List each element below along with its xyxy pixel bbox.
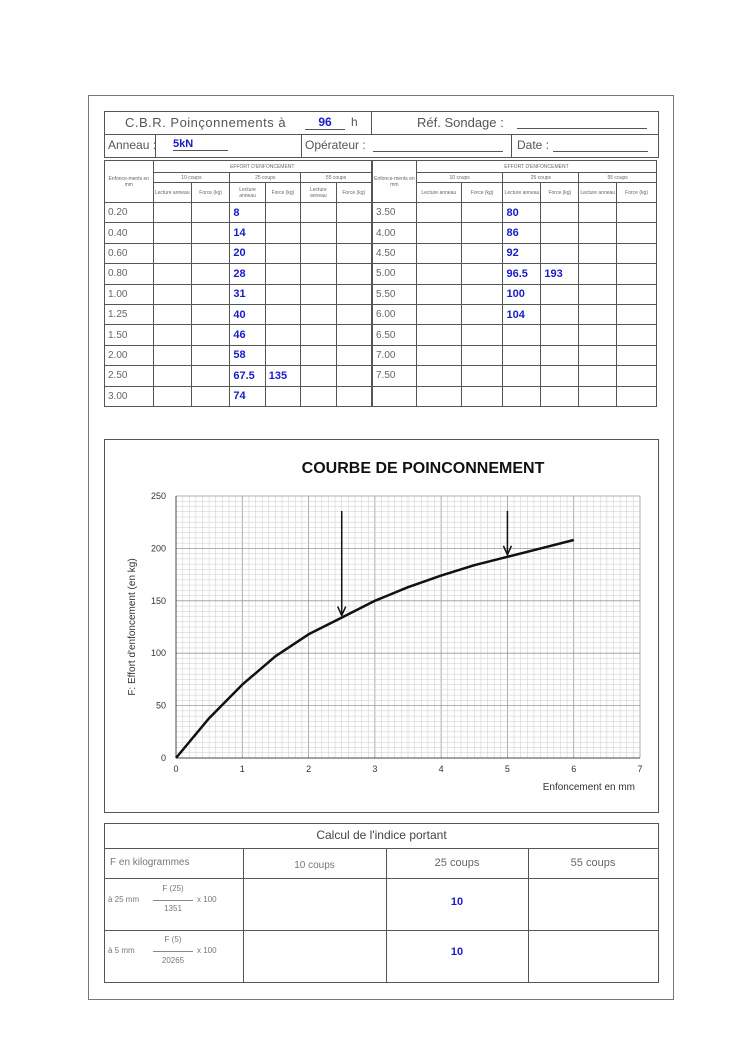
ring-value[interactable]: 5kN — [173, 138, 228, 151]
cell-10-force[interactable] — [461, 264, 503, 284]
cell-10-force[interactable] — [191, 366, 229, 386]
cell-10-reading[interactable] — [416, 325, 461, 345]
x-tick-label: 4 — [438, 764, 444, 774]
cell-25-force[interactable] — [541, 243, 579, 263]
y-tick-label: 0 — [160, 753, 166, 763]
depth-cell — [373, 386, 417, 406]
cell-55-reading[interactable] — [301, 366, 336, 386]
cell-55-force[interactable] — [336, 203, 371, 223]
cell-10-reading[interactable] — [153, 264, 191, 284]
cell-55-force[interactable] — [336, 366, 371, 386]
sub-reading-header: Lecture anneau — [416, 183, 461, 203]
cell-55-force[interactable] — [617, 243, 657, 263]
cell-10-reading[interactable] — [416, 366, 461, 386]
cell-25-reading[interactable]: 100 — [503, 284, 541, 304]
table-row — [105, 386, 372, 406]
hours-value[interactable]: 96 — [305, 115, 345, 130]
y-tick-label: 50 — [155, 700, 166, 711]
cell-10-force[interactable] — [191, 223, 229, 243]
cell-55-reading[interactable] — [579, 304, 617, 324]
cell-25-force[interactable]: 135 — [265, 366, 300, 386]
cell-55-force[interactable] — [336, 243, 371, 263]
cell-10-reading[interactable] — [416, 264, 461, 284]
cell-10-force[interactable] — [461, 284, 503, 304]
table-row — [373, 203, 657, 223]
cell-10-reading[interactable] — [416, 345, 461, 365]
sub-force-header: Force (kg) — [617, 183, 657, 203]
cell-25-force[interactable] — [541, 284, 579, 304]
cell-25-force[interactable] — [265, 345, 300, 365]
y-tick-label: 200 — [150, 543, 166, 554]
cell-55-force[interactable] — [336, 325, 371, 345]
table-row — [105, 366, 372, 386]
sub-reading-header: Lecture anneau — [230, 183, 265, 203]
cell-10-reading[interactable] — [153, 366, 191, 386]
cell-10-reading[interactable] — [153, 386, 191, 406]
table-row — [105, 264, 372, 284]
table-row — [373, 304, 657, 324]
depth-cell: 4.50 — [373, 243, 417, 263]
cell-55-reading[interactable] — [301, 386, 336, 406]
formula-mult-5: x 100 — [197, 946, 217, 955]
cell-55-force[interactable] — [336, 345, 371, 365]
ref-field[interactable] — [517, 128, 647, 129]
cell-10-force[interactable] — [191, 386, 229, 406]
cell-25-force[interactable] — [265, 304, 300, 324]
formula-mult-25: x 100 — [197, 895, 217, 904]
cell-25-reading[interactable]: 104 — [503, 304, 541, 324]
blows-header: 55 coups — [579, 173, 657, 183]
cell-25-reading[interactable]: 28 — [230, 264, 265, 284]
cell-55-reading[interactable] — [579, 325, 617, 345]
effort-header: EFFORT D'ENFONCEMENT — [153, 161, 371, 173]
cell-25-force[interactable] — [541, 366, 579, 386]
header-block — [104, 111, 659, 158]
depth-cell: 2.00 — [105, 345, 154, 365]
blows-header: 10 coups — [153, 173, 230, 183]
table-row — [373, 243, 657, 263]
cell-25-force[interactable] — [541, 325, 579, 345]
sub-reading-header: Lecture anneau — [153, 183, 191, 203]
cell-10-reading[interactable] — [153, 284, 191, 304]
cell-10-reading[interactable] — [153, 304, 191, 324]
table-row — [105, 223, 372, 243]
cell-25-reading[interactable] — [503, 325, 541, 345]
cell-10-reading[interactable] — [416, 284, 461, 304]
cell-10-force[interactable] — [461, 366, 503, 386]
depth-cell: 5.50 — [373, 284, 417, 304]
cell-55-reading[interactable] — [301, 325, 336, 345]
depth-cell: 1.25 — [105, 304, 154, 324]
cell-25-reading[interactable]: 8 — [230, 203, 265, 223]
formula-at-5: à 5 mm — [108, 946, 135, 955]
cell-10-force[interactable] — [461, 386, 503, 406]
cell-10-reading[interactable] — [416, 203, 461, 223]
blows-header: 10 coups — [416, 173, 503, 183]
cell-55-force[interactable] — [336, 264, 371, 284]
chart-frame — [104, 439, 659, 813]
cell-25-force[interactable]: 193 — [541, 264, 579, 284]
sub-force-header: Force (kg) — [541, 183, 579, 203]
cbr-25mm-25coups[interactable]: 10 — [450, 896, 464, 908]
ring-label: Anneau : — [108, 138, 157, 152]
cell-55-force[interactable] — [336, 223, 371, 243]
formula-den-5: 20265 — [161, 956, 185, 965]
depth-cell: 3.00 — [105, 386, 154, 406]
cell-25-force[interactable] — [265, 223, 300, 243]
cell-55-reading[interactable] — [301, 304, 336, 324]
cell-55-force[interactable] — [617, 325, 657, 345]
ref-label: Réf. Sondage : — [417, 115, 504, 130]
cell-25-reading[interactable] — [503, 386, 541, 406]
cell-25-reading[interactable]: 92 — [503, 243, 541, 263]
depth-cell: 0.60 — [105, 243, 154, 263]
sub-force-header: Force (kg) — [191, 183, 229, 203]
hours-unit: h — [351, 115, 358, 129]
cell-25-force[interactable] — [265, 325, 300, 345]
cell-55-reading[interactable] — [301, 203, 336, 223]
cell-55-reading[interactable] — [301, 223, 336, 243]
blows-header: 25 coups — [230, 173, 301, 183]
depth-header: Enfonce-ments en mm — [105, 161, 154, 203]
chart-title: COURBE DE POINCONNEMENT — [301, 460, 545, 477]
cell-25-reading[interactable]: 96.5 — [503, 264, 541, 284]
cell-25-force[interactable] — [265, 243, 300, 263]
cell-55-force[interactable] — [617, 345, 657, 365]
cell-25-reading[interactable]: 14 — [230, 223, 265, 243]
formula-num-5: F (5) — [164, 935, 182, 944]
cell-25-force[interactable] — [265, 284, 300, 304]
depth-cell: 7.50 — [373, 366, 417, 386]
sub-force-header: Force (kg) — [336, 183, 371, 203]
cell-55-reading[interactable] — [301, 345, 336, 365]
cell-55-reading[interactable] — [301, 284, 336, 304]
table-row — [105, 325, 372, 345]
depth-cell: 6.00 — [373, 304, 417, 324]
cell-25-reading[interactable]: 20 — [230, 243, 265, 263]
cell-55-force[interactable] — [617, 284, 657, 304]
sub-reading-header: Lecture anneau — [301, 183, 336, 203]
cell-10-force[interactable] — [191, 203, 229, 223]
cbr-5mm-25coups[interactable]: 10 — [450, 946, 464, 958]
cell-25-reading[interactable] — [503, 345, 541, 365]
calc-col-55: 55 coups — [570, 857, 616, 869]
formula-den-25: 1351 — [164, 904, 182, 913]
cell-10-force[interactable] — [191, 264, 229, 284]
cell-55-reading[interactable] — [579, 345, 617, 365]
cell-10-force[interactable] — [191, 284, 229, 304]
table-row — [105, 304, 372, 324]
table-row — [373, 345, 657, 365]
table-row — [105, 345, 372, 365]
cell-55-force[interactable] — [617, 223, 657, 243]
x-tick-label: 2 — [306, 764, 312, 774]
cell-10-reading[interactable] — [153, 243, 191, 263]
cell-10-force[interactable] — [191, 304, 229, 324]
depth-cell: 1.50 — [105, 325, 154, 345]
cell-55-reading[interactable] — [301, 243, 336, 263]
y-tick-label: 150 — [150, 595, 166, 606]
cell-55-reading[interactable] — [579, 284, 617, 304]
cell-25-force[interactable] — [265, 264, 300, 284]
table-row — [373, 264, 657, 284]
cell-10-force[interactable] — [461, 304, 503, 324]
sub-force-header: Force (kg) — [265, 183, 300, 203]
depth-cell: 3.50 — [373, 203, 417, 223]
cell-25-force[interactable] — [265, 386, 300, 406]
operator-field[interactable] — [373, 151, 503, 152]
cell-55-force[interactable] — [336, 386, 371, 406]
cell-25-reading[interactable]: 86 — [503, 223, 541, 243]
table-row — [373, 325, 657, 345]
cell-10-reading[interactable] — [416, 304, 461, 324]
cell-10-reading[interactable] — [153, 203, 191, 223]
cell-10-reading[interactable] — [153, 345, 191, 365]
cell-10-reading[interactable] — [153, 325, 191, 345]
y-tick-label: 250 — [150, 491, 166, 501]
cell-25-reading[interactable]: 67.5 — [230, 366, 265, 386]
depth-cell: 1.00 — [105, 284, 154, 304]
depth-cell: 5.00 — [373, 264, 417, 284]
cell-10-reading[interactable] — [153, 223, 191, 243]
table-row — [105, 284, 372, 304]
cbr-form-sheet — [88, 95, 674, 1000]
calc-col0: F en kilogrammes — [110, 857, 190, 868]
depth-cell: 0.20 — [105, 203, 154, 223]
depth-cell: 6.50 — [373, 325, 417, 345]
cell-55-force[interactable] — [336, 284, 371, 304]
x-tick-label: 0 — [173, 764, 179, 774]
cell-55-force[interactable] — [617, 386, 657, 406]
date-field[interactable] — [553, 151, 648, 152]
blows-header: 25 coups — [503, 173, 579, 183]
cell-55-reading[interactable] — [579, 203, 617, 223]
cell-55-force[interactable] — [617, 304, 657, 324]
blows-header: 55 coups — [301, 173, 372, 183]
y-axis-label: F: Effort d'enfoncement (en kg) — [127, 558, 138, 696]
depth-header: Enfonce-ments en mm — [373, 161, 417, 203]
cell-10-reading[interactable] — [416, 386, 461, 406]
cell-55-force[interactable] — [617, 264, 657, 284]
cell-25-force[interactable] — [541, 304, 579, 324]
title-prefix: C.B.R. Poinçonnements à — [125, 115, 287, 130]
penetration-chart — [105, 440, 658, 812]
effort-header: EFFORT D'ENFONCEMENT — [416, 161, 656, 173]
formula-num-25: F (25) — [162, 884, 184, 893]
cell-55-reading[interactable] — [579, 366, 617, 386]
depth-cell: 4.00 — [373, 223, 417, 243]
cell-10-force[interactable] — [461, 203, 503, 223]
cell-25-force[interactable] — [541, 223, 579, 243]
depth-cell: 0.80 — [105, 264, 154, 284]
cell-55-force[interactable] — [336, 304, 371, 324]
depth-cell: 0.40 — [105, 223, 154, 243]
cell-25-force[interactable] — [541, 203, 579, 223]
cell-10-force[interactable] — [191, 243, 229, 263]
y-tick-label: 100 — [150, 648, 166, 659]
cell-25-reading[interactable]: 74 — [230, 386, 265, 406]
depth-cell: 7.00 — [373, 345, 417, 365]
cell-10-force[interactable] — [461, 345, 503, 365]
cell-25-reading[interactable]: 31 — [230, 284, 265, 304]
cell-55-reading[interactable] — [579, 243, 617, 263]
cell-25-reading[interactable]: 40 — [230, 304, 265, 324]
date-label: Date : — [517, 138, 550, 152]
x-axis-label: Enfoncement en mm — [542, 782, 635, 793]
table-row — [373, 386, 657, 406]
cell-10-force[interactable] — [461, 243, 503, 263]
cell-10-force[interactable] — [461, 223, 503, 243]
x-tick-label: 7 — [637, 764, 643, 774]
cell-10-force[interactable] — [191, 345, 229, 365]
calc-col-10: 10 coups — [294, 860, 335, 871]
table-row — [373, 223, 657, 243]
cell-25-force[interactable] — [541, 386, 579, 406]
sub-force-header: Force (kg) — [461, 183, 503, 203]
cell-55-reading[interactable] — [579, 223, 617, 243]
table-row — [105, 243, 372, 263]
cell-25-reading[interactable]: 80 — [503, 203, 541, 223]
table-row — [105, 203, 372, 223]
cell-55-force[interactable] — [617, 203, 657, 223]
cell-25-reading[interactable]: 58 — [230, 345, 265, 365]
cell-25-force[interactable] — [265, 203, 300, 223]
table-row — [373, 366, 657, 386]
cell-10-force[interactable] — [191, 325, 229, 345]
formula-at-25: à 25 mm — [108, 895, 140, 904]
penetration-table-left — [104, 160, 372, 407]
x-tick-label: 5 — [504, 764, 510, 774]
cell-55-reading[interactable] — [579, 264, 617, 284]
x-tick-label: 6 — [571, 764, 577, 774]
cell-55-reading[interactable] — [301, 264, 336, 284]
cell-55-reading[interactable] — [579, 386, 617, 406]
x-tick-label: 3 — [372, 764, 378, 774]
x-tick-label: 1 — [239, 764, 245, 774]
cell-25-force[interactable] — [541, 345, 579, 365]
cell-25-reading[interactable]: 46 — [230, 325, 265, 345]
calc-title: Calcul de l'indice portant — [316, 828, 447, 842]
cell-25-reading[interactable] — [503, 366, 541, 386]
cell-55-force[interactable] — [617, 366, 657, 386]
sub-reading-header: Lecture anneau — [579, 183, 617, 203]
cell-10-force[interactable] — [461, 325, 503, 345]
table-row — [373, 284, 657, 304]
operator-label: Opérateur : — [305, 138, 366, 152]
calc-block — [104, 823, 659, 983]
cell-10-reading[interactable] — [416, 243, 461, 263]
sub-reading-header: Lecture anneau — [503, 183, 541, 203]
depth-cell: 2.50 — [105, 366, 154, 386]
calc-col-25: 25 coups — [434, 857, 480, 869]
penetration-table-right — [372, 160, 657, 407]
cell-10-reading[interactable] — [416, 223, 461, 243]
